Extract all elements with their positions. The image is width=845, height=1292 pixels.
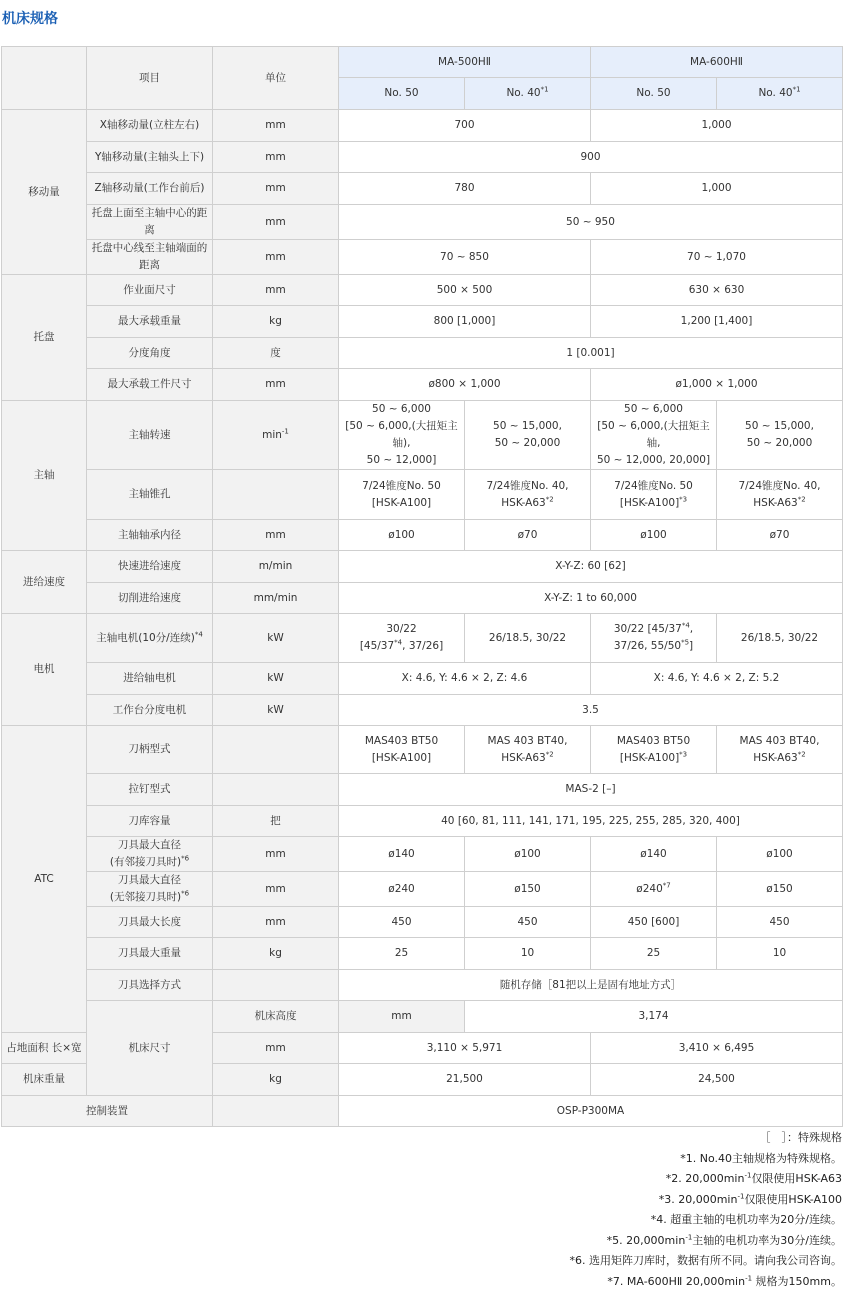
row-label: 刀具最大长度 — [87, 907, 213, 938]
value-cell: 7/24锥度No. 40, HSK-A63$^{*2}$ — [717, 470, 843, 520]
group-size: 机床尺寸 — [87, 1001, 213, 1096]
value-cell: ø140 — [339, 837, 465, 872]
value-cell: MAS-2 [–] — [339, 774, 843, 806]
value-cell: ø150 — [717, 872, 843, 907]
header-model-ma600: MA-600HⅡ — [591, 47, 843, 78]
header-sub: No. 50 — [591, 78, 717, 110]
table-row — [2, 110, 843, 142]
row-unit: kW — [213, 614, 339, 663]
row-unit: mm — [213, 872, 339, 907]
row-unit: mm — [213, 173, 339, 205]
value-cell: 10 — [465, 938, 591, 970]
row-unit: mm — [213, 837, 339, 872]
value-cell: 450 — [339, 907, 465, 938]
header-model-ma500: MA-500HⅡ — [339, 47, 591, 78]
value-cell: 70 ~ 1,070 — [591, 240, 843, 275]
row-unit — [213, 970, 339, 1001]
spec-table — [1, 46, 843, 1127]
table-row — [2, 142, 843, 173]
value-cell: OSP-P300MA — [339, 1096, 843, 1127]
value-cell: ø100 — [465, 837, 591, 872]
value-cell: X: 4.6, Y: 4.6 × 2, Z: 5.2 — [591, 663, 843, 695]
value-cell: 40 [60, 81, 111, 141, 171, 195, 225, 255, 285, 320, 400] — [339, 806, 843, 837]
table-row — [2, 470, 843, 520]
row-label: 托盘上面至主轴中心的距离 — [87, 205, 213, 240]
value-cell: 26/18.5, 30/22 — [465, 614, 591, 663]
value-cell: 1,000 — [591, 173, 843, 205]
table-row — [2, 907, 843, 938]
value-cell: MAS403 BT50 $[HSK-A100]^{*3}$ — [591, 726, 717, 774]
footnote: *4. 超重主轴的电机功率为20分/连续。 — [570, 1210, 843, 1231]
table-row — [2, 173, 843, 205]
value-cell: 1 [0.001] — [339, 338, 843, 369]
table-row — [2, 1096, 843, 1127]
page-title: 机床规格 — [2, 8, 58, 28]
row-label: 分度角度 — [87, 338, 213, 369]
table-row — [2, 205, 843, 240]
row-label: 刀库容量 — [87, 806, 213, 837]
value-cell: 450 — [717, 907, 843, 938]
footnote: *2. $20,000\min^{-1}$仅限使用HSK-A63 — [570, 1169, 843, 1190]
table-row — [2, 401, 843, 470]
value-cell: 50 ~ 15,000, 50 ~ 20,000 — [465, 401, 591, 470]
footnote: *3. $20,000\min^{-1}$仅限使用HSK-A100 — [570, 1190, 843, 1211]
footnote: *7. MA-600HⅡ $20,000\min^{-1}$ 规格为150mm。 — [570, 1272, 843, 1292]
value-cell: 780 — [339, 173, 591, 205]
value-cell: 900 — [339, 142, 843, 173]
group-atc: ATC — [2, 726, 87, 1033]
row-label: 进给轴电机 — [87, 663, 213, 695]
footnote-legend: ［ ］：特殊规格 — [570, 1128, 843, 1149]
value-cell: 21,500 — [339, 1064, 591, 1096]
footnote: *6. 选用矩阵刀库时，数据有所不同。请向我公司咨询。 — [570, 1251, 843, 1272]
row-label: Y轴移动量(主轴头上下) — [87, 142, 213, 173]
row-unit: $\min^{-1}$ — [213, 401, 339, 470]
header-row — [2, 47, 843, 78]
table-row — [2, 663, 843, 695]
row-unit: kg — [213, 1064, 339, 1096]
value-cell: 3.5 — [339, 695, 843, 726]
group-pallet: 托盘 — [2, 275, 87, 401]
value-cell: 500 × 500 — [339, 275, 591, 306]
table-row — [2, 520, 843, 551]
row-unit: 把 — [213, 806, 339, 837]
table-row — [2, 338, 843, 369]
group-control: 控制装置 — [2, 1096, 213, 1127]
header-item: 项目 — [87, 47, 213, 110]
value-cell: 50 ~ 6,000 [50 ~ 6,000,(大扭矩主轴), 50 ~ 12,000] — [339, 401, 465, 470]
value-cell: ø70 — [717, 520, 843, 551]
row-unit: mm — [213, 205, 339, 240]
value-cell: 630 × 630 — [591, 275, 843, 306]
row-label: 刀具选择方式 — [87, 970, 213, 1001]
footnote: *1. No.40主轴规格为特殊规格。 — [570, 1149, 843, 1170]
value-cell: 1,200 [1,400] — [591, 306, 843, 338]
table-row — [2, 695, 843, 726]
value-cell: X: 4.6, Y: 4.6 × 2, Z: 4.6 — [339, 663, 591, 695]
row-label: Z轴移动量(工作台前后) — [87, 173, 213, 205]
value-cell: 24,500 — [591, 1064, 843, 1096]
value-cell: 25 — [339, 938, 465, 970]
table-row — [2, 806, 843, 837]
row-label: 刀具最大直径 (有邻接刀具时)$^{*6}$ — [87, 837, 213, 872]
value-cell: 1,000 — [591, 110, 843, 142]
table-row — [2, 970, 843, 1001]
row-label: 工作台分度电机 — [87, 695, 213, 726]
row-unit: mm — [213, 275, 339, 306]
row-unit — [213, 470, 339, 520]
row-unit — [213, 774, 339, 806]
row-label: 主轴锥孔 — [87, 470, 213, 520]
row-label: 刀柄型式 — [87, 726, 213, 774]
table-row — [2, 614, 843, 663]
row-label: 刀具最大直径 (无邻接刀具时)$^{*6}$ — [87, 872, 213, 907]
value-cell: MAS 403 BT40, HSK-A63$^{*2}$ — [717, 726, 843, 774]
value-cell: ø100 — [717, 837, 843, 872]
row-label: 托盘中心线至主轴端面的距离 — [87, 240, 213, 275]
row-unit: kW — [213, 695, 339, 726]
footnotes — [570, 1128, 843, 1292]
value-cell: ø70 — [465, 520, 591, 551]
value-cell: X-Y-Z: 60 [62] — [339, 551, 843, 583]
group-travel: 移动量 — [2, 110, 87, 275]
footnote: *5. $20,000\min^{-1}$主轴的电机功率为30分/连续。 — [570, 1231, 843, 1252]
table-row — [2, 938, 843, 970]
value-cell: X-Y-Z: 1 to 60,000 — [339, 583, 843, 614]
value-cell: 3,174 — [465, 1001, 843, 1033]
value-cell: 450 [600] — [591, 907, 717, 938]
table-row — [2, 774, 843, 806]
value-cell: 26/18.5, 30/22 — [717, 614, 843, 663]
table-row — [2, 872, 843, 907]
row-unit: mm — [213, 1033, 339, 1064]
value-cell: 70 ~ 850 — [339, 240, 591, 275]
row-unit: kW — [213, 663, 339, 695]
table-row — [2, 583, 843, 614]
table-row — [2, 551, 843, 583]
value-cell: 30/22 [45/37$^{*4}$, 37/26, 55/50$^{*5}$] — [591, 614, 717, 663]
value-cell: 3,110 × 5,971 — [339, 1033, 591, 1064]
header-sub: No. 40$^{*1}$ — [465, 78, 591, 110]
value-cell: 50 ~ 950 — [339, 205, 843, 240]
value-cell: MAS 403 BT40, HSK-A63$^{*2}$ — [465, 726, 591, 774]
row-label: 机床重量 — [2, 1064, 87, 1096]
row-label: 主轴轴承内径 — [87, 520, 213, 551]
row-label: 最大承载重量 — [87, 306, 213, 338]
table-row — [2, 837, 843, 872]
header-sub: No. 40$^{*1}$ — [717, 78, 843, 110]
table-row — [2, 369, 843, 401]
value-cell: ø100 — [591, 520, 717, 551]
table-row — [2, 726, 843, 774]
value-cell: ø140 — [591, 837, 717, 872]
value-cell: 450 — [465, 907, 591, 938]
table-row — [2, 306, 843, 338]
value-cell: 随机存储［81把以上是固有地址方式］ — [339, 970, 843, 1001]
table-row — [2, 240, 843, 275]
row-unit: mm — [213, 240, 339, 275]
value-cell: 7/24锥度No. 50 [HSK-A100] — [339, 470, 465, 520]
header-group-cell — [2, 47, 87, 110]
row-label: 最大承载工件尺寸 — [87, 369, 213, 401]
row-unit: mm — [339, 1001, 465, 1033]
group-spindle: 主轴 — [2, 401, 87, 551]
group-motor: 电机 — [2, 614, 87, 726]
row-unit — [213, 1096, 339, 1127]
row-unit — [213, 726, 339, 774]
row-unit: mm — [213, 369, 339, 401]
value-cell: 7/24锥度No. 40, HSK-A63$^{*2}$ — [465, 470, 591, 520]
value-cell: 50 ~ 15,000, 50 ~ 20,000 — [717, 401, 843, 470]
row-unit: mm — [213, 110, 339, 142]
value-cell: ø150 — [465, 872, 591, 907]
value-cell: 50 ~ 6,000 [50 ~ 6,000,(大扭矩主轴, 50 ~ 12,000, 20,000] — [591, 401, 717, 470]
row-unit: 度 — [213, 338, 339, 369]
row-unit: kg — [213, 938, 339, 970]
row-label: 主轴转速 — [87, 401, 213, 470]
header-unit: 单位 — [213, 47, 339, 110]
table-row — [2, 1001, 843, 1033]
row-label: 拉钉型式 — [87, 774, 213, 806]
value-cell: ø1,000 × 1,000 — [591, 369, 843, 401]
row-unit: mm — [213, 142, 339, 173]
value-cell: 3,410 × 6,495 — [591, 1033, 843, 1064]
row-unit: kg — [213, 306, 339, 338]
value-cell: 25 — [591, 938, 717, 970]
row-label: 主轴电机(10分/连续)$^{*4}$ — [87, 614, 213, 663]
value-cell: 700 — [339, 110, 591, 142]
row-label: 作业面尺寸 — [87, 275, 213, 306]
row-unit: mm/min — [213, 583, 339, 614]
value-cell: ø240$^{*7}$ — [591, 872, 717, 907]
value-cell: 30/22 [45/37$^{*4}$, 37/26] — [339, 614, 465, 663]
value-cell: 10 — [717, 938, 843, 970]
value-cell: ø240 — [339, 872, 465, 907]
value-cell: ø800 × 1,000 — [339, 369, 591, 401]
value-cell: ø100 — [339, 520, 465, 551]
value-cell: 7/24锥度No. 50 $[HSK-A100]^{*3}$ — [591, 470, 717, 520]
row-unit: m/min — [213, 551, 339, 583]
row-label: 快速进给速度 — [87, 551, 213, 583]
row-unit: mm — [213, 907, 339, 938]
table-row — [2, 275, 843, 306]
group-feed: 进给速度 — [2, 551, 87, 614]
row-label: 机床高度 — [213, 1001, 339, 1033]
row-label: 刀具最大重量 — [87, 938, 213, 970]
header-sub: No. 50 — [339, 78, 465, 110]
row-label: X轴移动量(立柱左右) — [87, 110, 213, 142]
row-label: 占地面积 长×宽 — [2, 1033, 87, 1064]
value-cell: 800 [1,000] — [339, 306, 591, 338]
value-cell: MAS403 BT50 [HSK-A100] — [339, 726, 465, 774]
row-unit: mm — [213, 520, 339, 551]
row-label: 切削进给速度 — [87, 583, 213, 614]
